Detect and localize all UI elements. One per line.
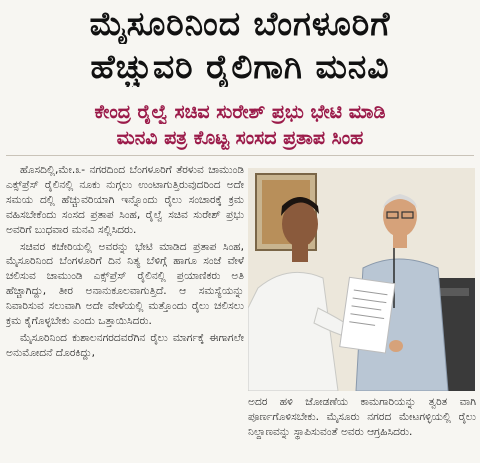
man-left-neck (292, 244, 308, 262)
article-right-column (248, 395, 476, 463)
man-right-hand (389, 340, 403, 352)
memorandum-paper (340, 277, 395, 353)
subheadline-line-1: ಕೇಂದ್ರ ರೈಲ್ವೆ ಸಚಿವ ಸುರೇಶ್ ಪ್ರಭು ಭೇಟಿ ಮಾಡಿ (94, 101, 386, 123)
article-paragraph: ಮೈಸೂರಿನಿಂದ ಕುಶಾಲನಗರದವರೆಗಿನ ರೈಲು ಮಾರ್ಗಕ್ಕೆ ಈಗಾಗಲೇ ಅನುಮೋದನೆ ದೊರಕಿದ್ದು, (6, 331, 244, 359)
headline-line-1: ಮೈಸೂರಿನಿಂದ ಬೆಂಗಳೂರಿಗೆ (89, 4, 391, 43)
article-paragraph: ಅದರ ಹಳಿ ಜೋಡಣೆಯ ಕಾಮಗಾರಿಯನ್ನು ತ್ವರಿತ ವಾಗಿ ಪೂರ್ಣಗೊಳಿಸಬೇಕು. ಮೈಸೂರು ನಗರದ ಮೇಟಗಳ್ಳಿಯಲ್ಲಿ ರೈಲು ನಿಲ್ದಾಣವನ್ನು ಸ್ಥಾಪಿಸುವಂತೆ ಅವರು ಆಗ್ರಹಿಸಿದರು. (248, 396, 476, 438)
article-paragraph: ಹೊಸದಿಲ್ಲಿ,ಮೇ.೩- ನಗರದಿಂದ ಬೆಂಗಳೂರಿಗೆ ತೆರಳುವ ಚಾಮುಂಡಿ ಎಕ್ಸ್‌ಪ್ರೆಸ್ ರೈಲಿನಲ್ಲಿ ನೂಕು ನುಗ್ಗಲು ಉಂಟಾಗುತ್ತಿರುವುದರಿಂದ ಅದೇ ಸಮಯ ದಲ್ಲಿ ಹೆಚ್ಚುವರಿಯಾಗಿ ಇನ್ನೊಂದು ರೈಲು ಸಂಚಾರಕ್ಕೆ ಕ್ರಮ ವಹಿಸಬೇಕೆಂದು ಸಂಸದ ಪ್ರತಾಪ ಸಿಂಹ, ರೈಲ್ವೆ ಸಚಿವ ಸುರೇಶ್ ಪ್ರಭು ಅವರಿಗೆ ಬುಧವಾರ ಮನವಿ ಸಲ್ಲಿಸಿದರು. (6, 164, 244, 236)
article-left-column (6, 163, 244, 463)
subheadline-line-2: ಮನವಿ ಪತ್ರ ಕೊಟ್ಟ ಸಂಸದ ಪ್ರತಾಪ ಸಿಂಹ (116, 127, 364, 149)
paper-sheet (340, 277, 395, 353)
photo-illustration (248, 168, 475, 391)
man-right-neck (393, 234, 407, 248)
man-left-shirt (248, 272, 338, 391)
divider (6, 155, 474, 156)
meeting-photo (248, 168, 475, 391)
article-paragraph: ಸಚಿವರ ಕಚೇರಿಯಲ್ಲಿ ಅವರನ್ನು ಭೇಟಿ ಮಾಡಿದ ಪ್ರತಾಪ ಸಿಂಹ, ಮೈಸೂರಿನಿಂದ ಬೆಂಗಳೂರಿಗೆ ದಿನ ನಿತ್ಯ ಬೆಳಿಗ್ಗೆ ಹಾಗೂ ಸಂಜೆ ವೇಳೆ ಚಲಿಸುವ ಚಾಮುಂಡಿ ಎಕ್ಸ್‌ಪ್ರೆಸ್ ರೈಲಿನಲ್ಲಿ ಪ್ರಯಾಣಿಕರು ಅತಿ ಹೆಚ್ಚಾಗಿದ್ದು, ತೀರ ಅನಾನುಕೂಲವಾಗುತ್ತಿದೆ. ಆ ಸಮಸ್ಯೆಯನ್ನು ನಿವಾರಿಸುವ ಸಲುವಾಗಿ ಅದೇ ವೇಳೆಯಲ್ಲಿ ಮತ್ತೊಂದು ರೈಲು ಚಲಿಸಲು ಕ್ರಮ ಕೈಗೊಳ್ಳಬೇಕು ಎಂದು ಒತ್ತಾಯಿಸಿದರು. (6, 240, 244, 328)
headline-line-2: ಹೆಚ್ಚುವರಿ ರೈಲಿಗಾಗಿ ಮನವಿ (90, 47, 390, 86)
